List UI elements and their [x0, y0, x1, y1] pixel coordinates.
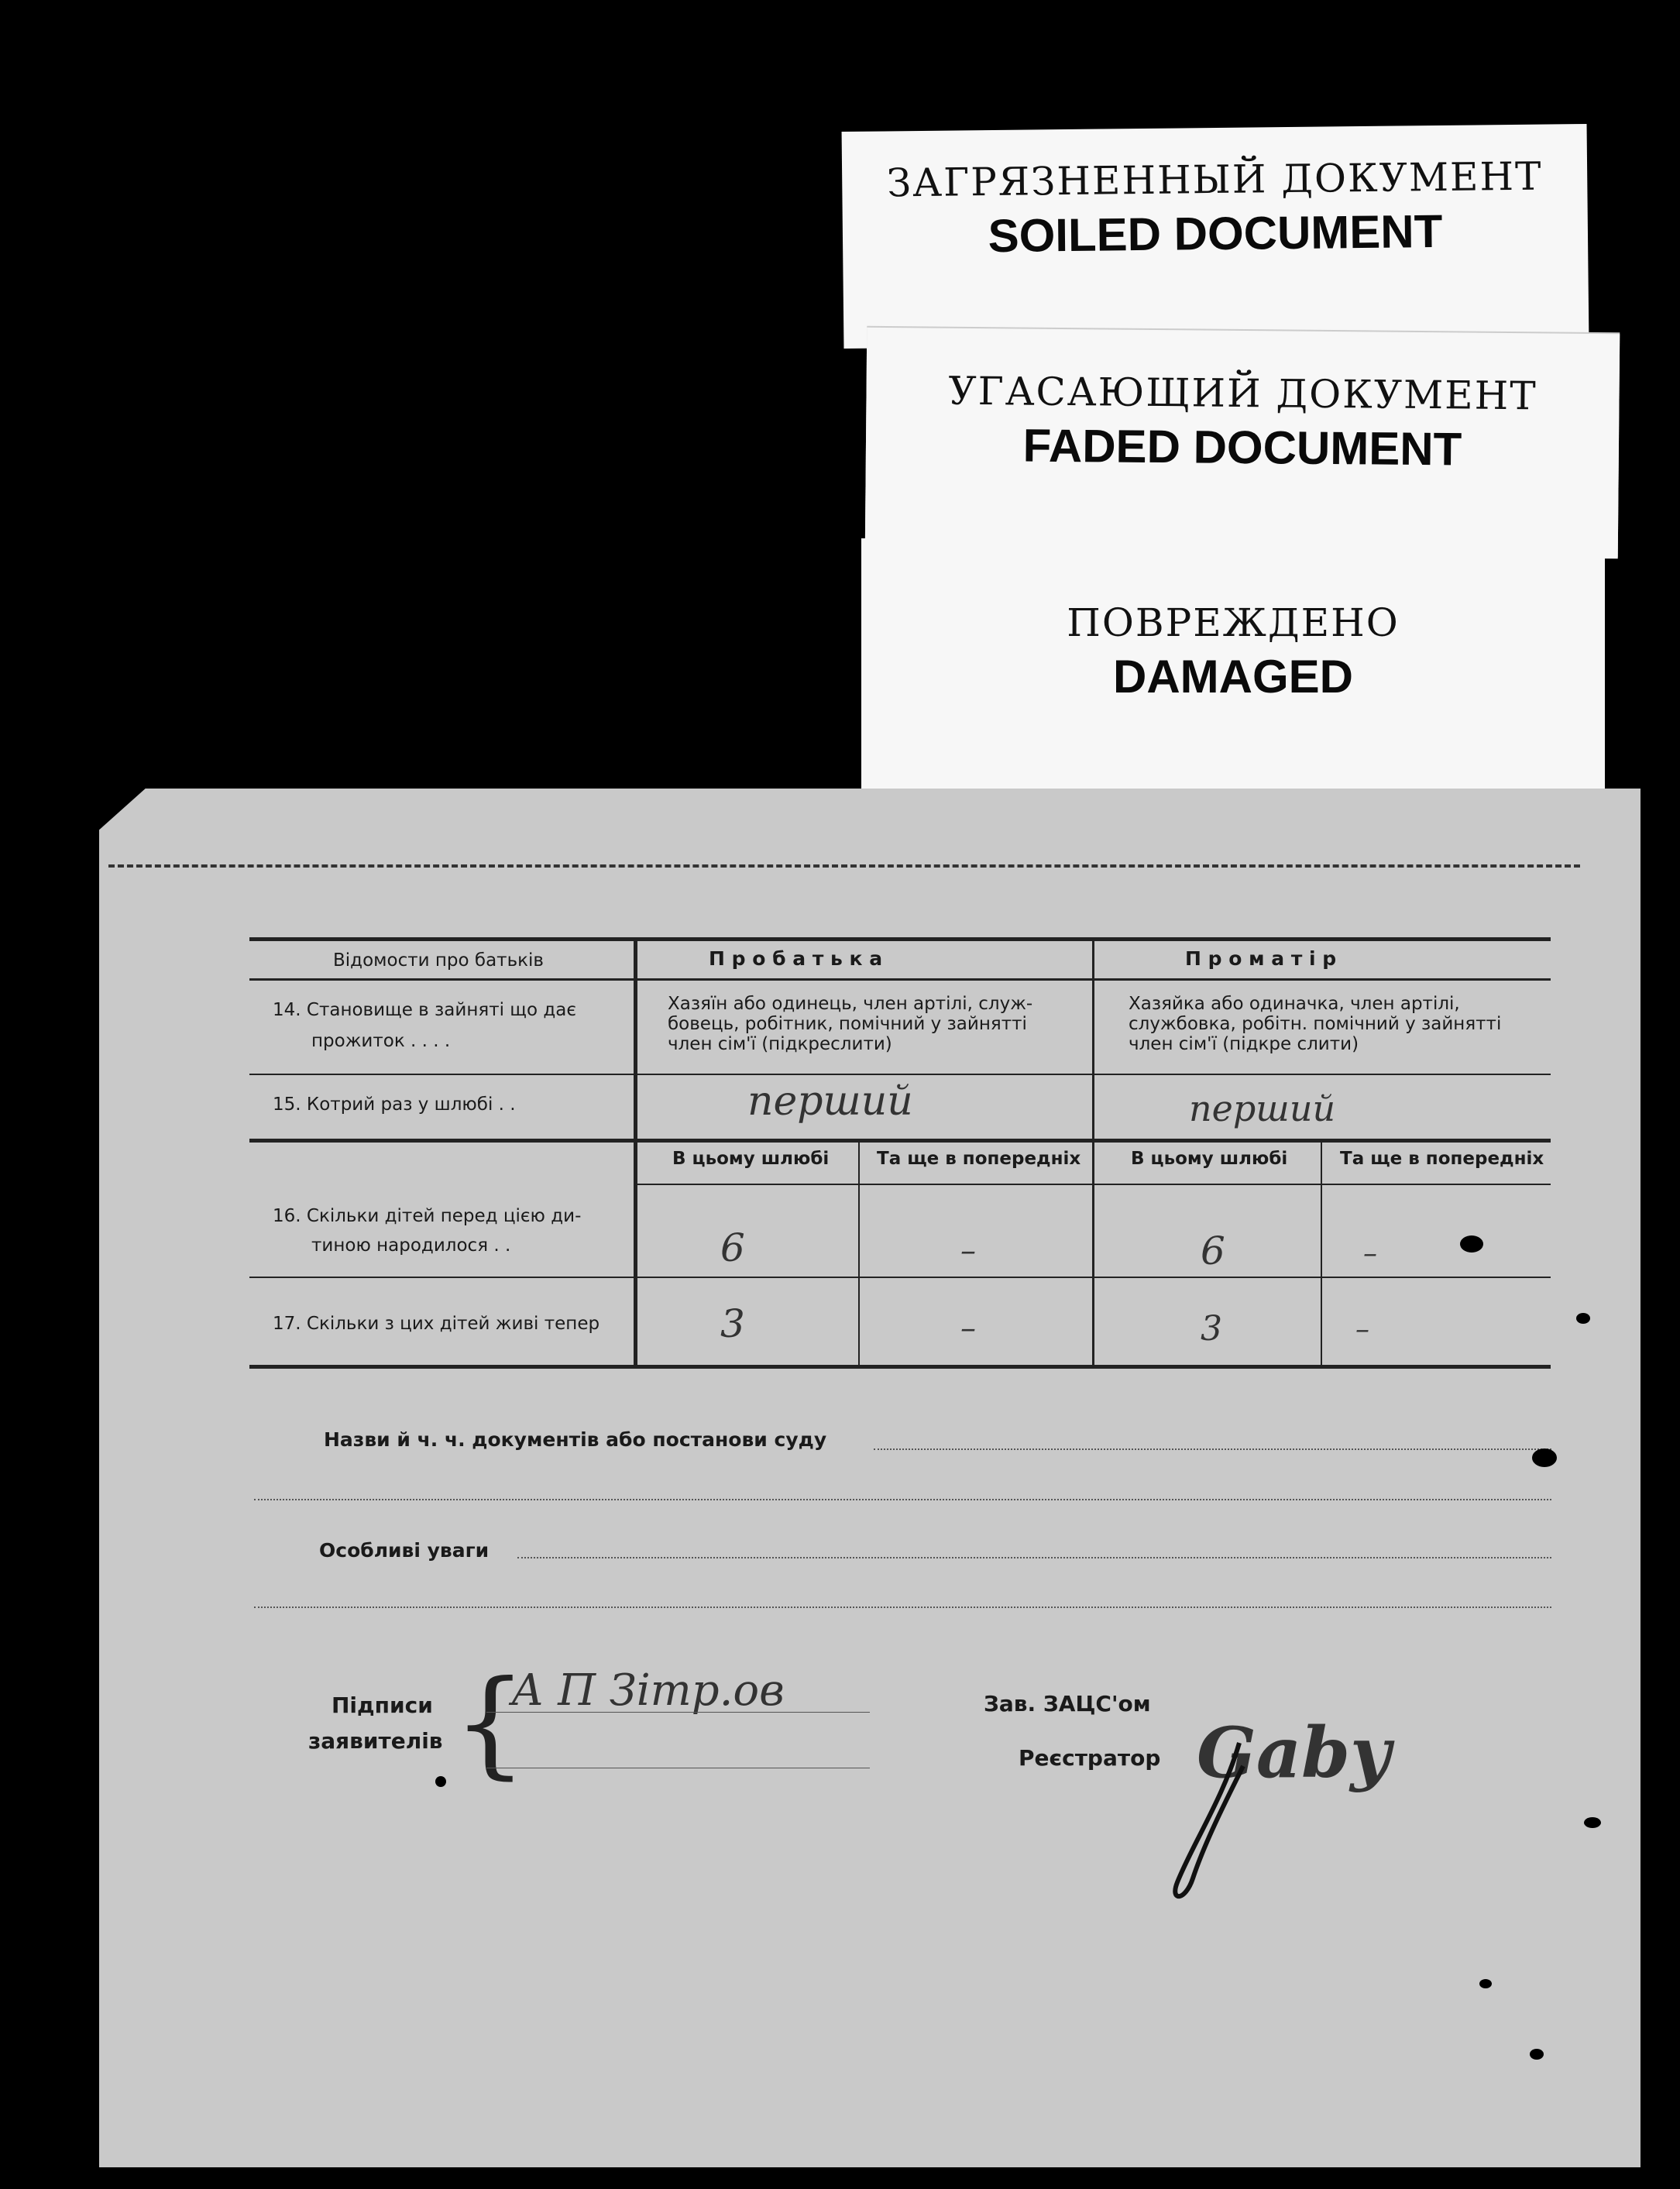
notes-line-1 [517, 1557, 1551, 1558]
row17-mother-this: 3 [1201, 1309, 1222, 1349]
damage-mark [1532, 1448, 1557, 1467]
documents-line-2 [254, 1499, 1551, 1500]
notes-label: Особливі уваги [319, 1539, 490, 1562]
mother-previous-header: Та ще в попередніх [1340, 1149, 1544, 1169]
row17-father-prev: – [960, 1311, 976, 1346]
applicant-signature-line-1 [486, 1712, 870, 1713]
soiled-label-ru: ЗАГРЯЗНЕННЫЙ ДОКУМЕНТ [886, 153, 1543, 206]
damage-mark [1584, 1817, 1601, 1828]
signatures-brace: { [453, 1656, 527, 1791]
faded-document-label [865, 328, 1620, 558]
row17-label: 17. Скільки з цих дітей живі тепер [273, 1314, 600, 1334]
row14-mother-line3: член сім'ї (підкре слити) [1129, 1034, 1359, 1054]
damage-mark [1530, 2049, 1544, 2060]
row14-mother-line2: службовка, робітн. помічний у зайнятті [1129, 1014, 1502, 1034]
damaged-document-label [861, 538, 1605, 794]
perforation-line [108, 864, 1580, 868]
row16-label-line2: тиною народилося . . [311, 1235, 511, 1256]
damage-mark [1479, 1979, 1492, 1988]
signatures-label-line2: заявителів [308, 1728, 443, 1754]
row16-father-prev: – [960, 1233, 976, 1269]
table-bottom-border [249, 1365, 1551, 1369]
damage-mark [1576, 1313, 1590, 1324]
table-top-border [249, 937, 1551, 941]
row14-rule [249, 1074, 1551, 1075]
documents-label: Назви й ч. ч. документів або постанови суду [324, 1428, 827, 1451]
row16-rule [249, 1277, 1551, 1278]
header-mother: П р о м а т і р [1185, 947, 1337, 970]
row14-father-line3: член сім'ї (підкреслити) [668, 1034, 892, 1054]
row15-label: 15. Котрий раз у шлюбі . . [273, 1094, 516, 1115]
header-parents-info: Відомости про батьків [333, 950, 544, 971]
signature-flourish [1162, 1735, 1255, 1905]
row15-father-value: перший [747, 1078, 913, 1125]
soiled-label-en: SOILED DOCUMENT [988, 204, 1443, 263]
mother-this-marriage-header: В цьому шлюбі [1131, 1149, 1288, 1169]
row17-father-this: 3 [720, 1301, 745, 1346]
faded-label-en: FADED DOCUMENT [1022, 419, 1462, 476]
signatures-label-line1: Підписи [332, 1692, 433, 1718]
row16-mother-this: 6 [1201, 1229, 1225, 1273]
documents-line-1 [874, 1448, 1551, 1450]
damaged-label-ru: ПОВРЕЖДЕНО [1067, 600, 1400, 645]
row17-mother-prev: – [1355, 1314, 1369, 1345]
row14-mother-line1: Хазяйка або одиначка, член артілі, [1129, 994, 1460, 1014]
col-divider-mother-sub [1321, 1139, 1322, 1365]
applicant-signature: А П Зітр.ов [511, 1665, 785, 1716]
faded-label-ru: УГАСАЮЩИЙ ДОКУМЕНТ [948, 368, 1537, 419]
head-label: Зав. ЗАЦС'ом [984, 1691, 1151, 1716]
father-this-marriage-header: В цьому шлюбі [672, 1149, 830, 1169]
row15-mother-value: перший [1189, 1088, 1336, 1129]
row15-rule [249, 1139, 1551, 1143]
notes-line-2 [254, 1607, 1551, 1608]
damaged-label-en: DAMAGED [1113, 651, 1353, 703]
col-divider-father-sub [858, 1139, 860, 1365]
damage-mark [1460, 1235, 1483, 1253]
row16-label-line1: 16. Скільки дітей перед цією ди- [273, 1206, 582, 1226]
row14-label-line1: 14. Становище в зайняті що дає [273, 1000, 576, 1020]
ink-dot [435, 1776, 446, 1787]
soiled-document-label [842, 124, 1589, 349]
row14-father-line2: бовець, робітник, помічний у зайнятті [668, 1014, 1027, 1034]
registrar-signature: Gaby [1197, 1712, 1391, 1794]
row14-label-line2: прожиток . . . . [311, 1031, 451, 1051]
table-header-rule [249, 978, 1551, 981]
registrar-label: Реєстратор [1019, 1745, 1161, 1771]
col-divider-father-mother [1092, 941, 1094, 1365]
row16-father-this: 6 [720, 1225, 745, 1270]
col-divider-labels [634, 941, 637, 1365]
father-previous-header: Та ще в попередніх [877, 1149, 1081, 1169]
row16-mother-prev: – [1363, 1238, 1377, 1270]
header-father: П р о б а т ь к а [709, 947, 883, 970]
row14-father-line1: Хазяїн або одинець, член артілі, служ- [668, 994, 1033, 1014]
